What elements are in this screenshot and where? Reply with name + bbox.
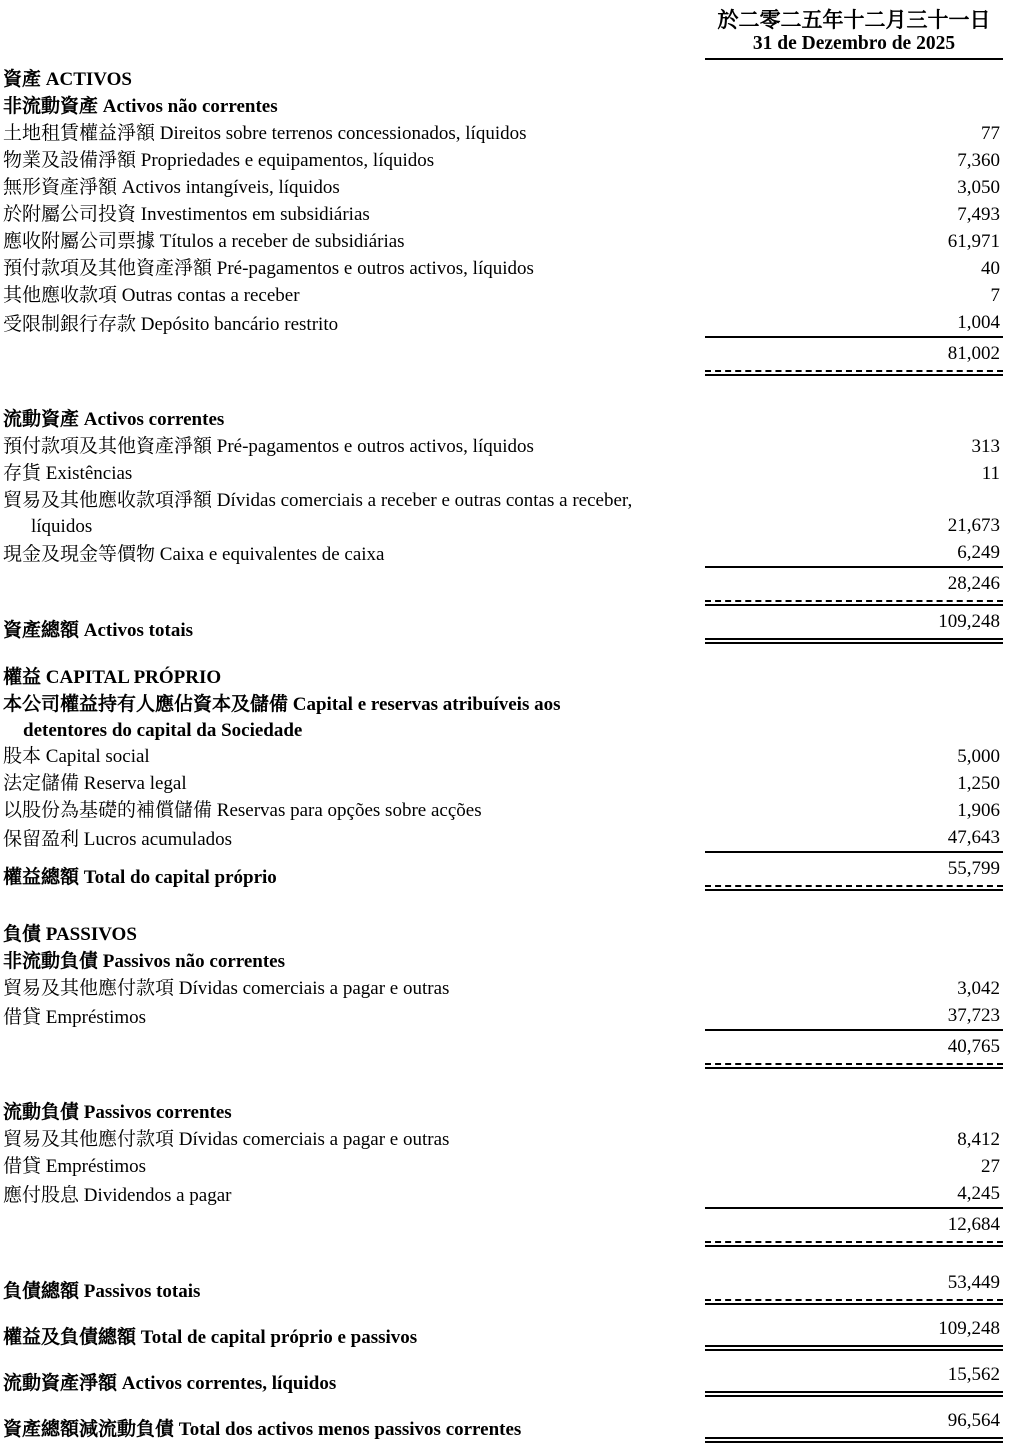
amount-cell bbox=[705, 433, 1003, 460]
item-label bbox=[3, 433, 705, 460]
label-pt: Activos correntes bbox=[83, 409, 225, 430]
label-pt: Outras contas a receber bbox=[121, 285, 300, 306]
item-label bbox=[3, 487, 705, 539]
label-pt-line2: detentores do capital da Sociedade bbox=[23, 720, 303, 741]
label-zh: 權益 bbox=[3, 667, 42, 688]
subsection-row bbox=[3, 948, 1003, 975]
amount-value: 7 bbox=[990, 285, 1000, 306]
heading-label bbox=[3, 406, 1003, 433]
amount-value: 40,765 bbox=[947, 1036, 1000, 1057]
line-item bbox=[3, 174, 1003, 201]
amount-cell bbox=[705, 147, 1003, 174]
label-zh: 保留盈利 bbox=[3, 829, 80, 850]
amount-value: 47,643 bbox=[947, 827, 1000, 848]
label-pt: Activos intangíveis, líquidos bbox=[121, 177, 340, 198]
label-pt: Activos não correntes bbox=[102, 96, 278, 117]
item-label bbox=[3, 120, 705, 147]
amount-value: 109,248 bbox=[938, 1318, 1000, 1339]
line-item bbox=[3, 824, 1003, 853]
amount-value: 4,245 bbox=[957, 1183, 1000, 1204]
amount-cell bbox=[705, 568, 1003, 606]
line-item bbox=[3, 539, 1003, 568]
line-item bbox=[3, 975, 1003, 1002]
dashed-rule bbox=[705, 600, 1003, 602]
row-gap bbox=[3, 1305, 1003, 1313]
line-item bbox=[3, 460, 1003, 487]
label-zh: 權益及負債總額 bbox=[3, 1327, 137, 1348]
amount-value: 21,673 bbox=[947, 515, 1000, 536]
label-pt: Propriedades e equipamentos, líquidos bbox=[140, 150, 435, 171]
item-label bbox=[3, 147, 705, 174]
amount-cell bbox=[705, 512, 1003, 539]
label-zh: 物業及設備淨額 bbox=[3, 150, 137, 171]
amount-value: 7,493 bbox=[957, 204, 1000, 225]
dashed-rule bbox=[705, 1241, 1003, 1243]
item-label bbox=[3, 826, 705, 853]
label-zh: 非流動負債 bbox=[3, 951, 99, 972]
label-pt: Reserva legal bbox=[83, 773, 187, 794]
item-label bbox=[3, 311, 705, 338]
amount-cell bbox=[705, 797, 1003, 824]
row-gap bbox=[3, 644, 1003, 664]
subtotal-row bbox=[3, 1209, 1003, 1247]
line-item bbox=[3, 770, 1003, 797]
label-zh: 其他應收款項 bbox=[3, 285, 118, 306]
line-item bbox=[3, 1126, 1003, 1153]
label-zh: 負債 bbox=[3, 924, 42, 945]
label-zh: 土地租賃權益淨額 bbox=[3, 123, 156, 144]
label-zh: 貿易及其他應付款項 bbox=[3, 978, 175, 999]
item-label bbox=[3, 743, 705, 770]
label-zh: 以股份為基礎的補償儲備 bbox=[3, 800, 213, 821]
item-label bbox=[3, 541, 705, 568]
double-rule bbox=[705, 1345, 1003, 1351]
amount-cell bbox=[705, 853, 1003, 891]
label-zh: 借貸 bbox=[3, 1007, 42, 1028]
amount-value: 81,002 bbox=[947, 343, 1000, 364]
amount-value: 3,050 bbox=[957, 177, 1000, 198]
label-pt: Dívidas comerciais a pagar e outras bbox=[178, 978, 450, 999]
amount-cell bbox=[705, 1002, 1003, 1031]
heading-label bbox=[3, 1370, 705, 1397]
heading-label bbox=[3, 921, 1003, 948]
amount-cell bbox=[705, 1180, 1003, 1209]
item-label bbox=[3, 1153, 705, 1180]
subtotal-row bbox=[3, 568, 1003, 606]
solid-rule bbox=[705, 1245, 1003, 1247]
amount-value: 1,250 bbox=[957, 773, 1000, 794]
amount-value: 77 bbox=[981, 123, 1000, 144]
amount-cell bbox=[705, 309, 1003, 338]
heading-label bbox=[3, 1220, 705, 1247]
amount-value: 1,906 bbox=[957, 800, 1000, 821]
heading-label bbox=[3, 864, 705, 891]
row-gap bbox=[3, 1247, 1003, 1267]
dashed-rule bbox=[705, 885, 1003, 887]
label-pt: Depósito bancário restrito bbox=[140, 314, 339, 335]
label-zh: 資產 bbox=[3, 69, 42, 90]
item-label bbox=[3, 201, 705, 228]
subsection-row bbox=[3, 93, 1003, 120]
label-pt: Total de capital próprio e passivos bbox=[140, 1327, 418, 1348]
amount-value: 96,564 bbox=[947, 1410, 1000, 1431]
solid-rule bbox=[705, 1303, 1003, 1305]
line-item bbox=[3, 147, 1003, 174]
label-zh: 法定儲備 bbox=[3, 773, 80, 794]
label-pt: Activos totais bbox=[83, 620, 193, 641]
label-zh: 本公司權益持有人應佔資本及儲備 bbox=[3, 694, 289, 715]
amount-value: 1,004 bbox=[957, 312, 1000, 333]
amount-value: 6,249 bbox=[957, 542, 1000, 563]
double-rule bbox=[705, 638, 1003, 644]
heading-label bbox=[3, 617, 705, 644]
label-zh: 預付款項及其他資產淨額 bbox=[3, 436, 213, 457]
label-pt: Total dos activos menos passivos correntes bbox=[178, 1419, 522, 1440]
label-zh: 非流動資產 bbox=[3, 96, 99, 117]
label-pt: Dividendos a pagar bbox=[83, 1185, 232, 1206]
total-row bbox=[3, 1267, 1003, 1305]
row-gap bbox=[3, 376, 1003, 406]
label-pt: ACTIVOS bbox=[45, 69, 132, 90]
label-pt: Dívidas comerciais a receber e outras contas a receber, bbox=[216, 490, 633, 511]
label-pt: Dívidas comerciais a pagar e outras bbox=[178, 1129, 450, 1150]
label-zh: 預付款項及其他資產淨額 bbox=[3, 258, 213, 279]
double-rule bbox=[705, 1391, 1003, 1397]
line-item bbox=[3, 1180, 1003, 1209]
item-label bbox=[3, 228, 705, 255]
amount-value: 12,684 bbox=[947, 1214, 1000, 1235]
heading-label bbox=[3, 1278, 705, 1305]
amount-value: 109,248 bbox=[938, 611, 1000, 632]
amount-cell bbox=[705, 1313, 1003, 1351]
label-zh: 無形資產淨額 bbox=[3, 177, 118, 198]
item-label bbox=[3, 797, 705, 824]
heading-label bbox=[3, 691, 1003, 743]
label-zh: 受限制銀行存款 bbox=[3, 314, 137, 335]
heading-label bbox=[3, 66, 1003, 93]
line-item bbox=[3, 797, 1003, 824]
heading-label bbox=[3, 93, 1003, 120]
label-zh: 應付股息 bbox=[3, 1185, 80, 1206]
double-rule bbox=[705, 1437, 1003, 1443]
label-zh: 流動資產 bbox=[3, 409, 80, 430]
amount-cell bbox=[705, 1031, 1003, 1069]
section-row bbox=[3, 664, 1003, 691]
amount-cell bbox=[705, 743, 1003, 770]
item-label bbox=[3, 975, 705, 1002]
amount-cell bbox=[705, 1267, 1003, 1305]
subsection-row bbox=[3, 1099, 1003, 1126]
label-pt: Capital social bbox=[45, 746, 150, 767]
amount-cell bbox=[705, 228, 1003, 255]
label-pt: Direitos sobre terrenos concessionados, líquidos bbox=[159, 123, 527, 144]
total-row bbox=[3, 1313, 1003, 1351]
heading-label bbox=[3, 1042, 705, 1069]
label-zh: 應收附屬公司票據 bbox=[3, 231, 156, 252]
amount-cell bbox=[705, 120, 1003, 147]
amount-cell bbox=[705, 1405, 1003, 1443]
label-pt-line2: líquidos bbox=[31, 516, 93, 537]
line-item bbox=[3, 255, 1003, 282]
amount-value: 15,562 bbox=[947, 1364, 1000, 1385]
dashed-rule bbox=[705, 1299, 1003, 1301]
label-pt: Passivos não correntes bbox=[102, 951, 286, 972]
label-zh: 股本 bbox=[3, 746, 42, 767]
line-item bbox=[3, 433, 1003, 460]
total-row bbox=[3, 853, 1003, 891]
label-zh: 資產總額減流動負債 bbox=[3, 1419, 175, 1440]
date-line-pt: 31 de Dezembro de 2025 bbox=[752, 33, 956, 54]
line-item bbox=[3, 228, 1003, 255]
label-pt: Títulos a receber de subsidiárias bbox=[159, 231, 405, 252]
label-pt: Caixa e equivalentes de caixa bbox=[159, 544, 385, 565]
item-label bbox=[3, 255, 705, 282]
item-label bbox=[3, 174, 705, 201]
line-item bbox=[3, 309, 1003, 338]
heading-label bbox=[3, 579, 705, 606]
amount-cell bbox=[705, 1153, 1003, 1180]
heading-label bbox=[3, 1099, 1003, 1126]
label-zh: 資產總額 bbox=[3, 620, 80, 641]
subsection-row bbox=[3, 406, 1003, 433]
section-row bbox=[3, 921, 1003, 948]
amount-cell bbox=[705, 975, 1003, 1002]
row-gap bbox=[3, 891, 1003, 921]
label-pt: Empréstimos bbox=[45, 1156, 147, 1177]
amount-cell bbox=[705, 255, 1003, 282]
amount-cell bbox=[705, 338, 1003, 376]
dashed-rule bbox=[705, 370, 1003, 372]
solid-rule bbox=[705, 1067, 1003, 1069]
label-pt: Existências bbox=[45, 463, 133, 484]
date-line-zh: 於二零二五年十二月三十一日 bbox=[717, 8, 991, 32]
line-item bbox=[3, 743, 1003, 770]
amount-value: 5,000 bbox=[957, 746, 1000, 767]
amount-value: 53,449 bbox=[947, 1272, 1000, 1293]
amount-cell bbox=[705, 174, 1003, 201]
amount-value: 61,971 bbox=[947, 231, 1000, 252]
amount-cell bbox=[705, 1126, 1003, 1153]
line-item bbox=[3, 120, 1003, 147]
label-zh: 借貸 bbox=[3, 1156, 42, 1177]
amount-value: 313 bbox=[971, 436, 1000, 457]
amount-value: 37,723 bbox=[947, 1005, 1000, 1026]
label-zh: 貿易及其他應收款項淨額 bbox=[3, 490, 213, 511]
row-gap bbox=[3, 1397, 1003, 1405]
label-zh: 權益總額 bbox=[3, 867, 80, 888]
total-row bbox=[3, 1405, 1003, 1443]
dashed-rule bbox=[705, 1063, 1003, 1065]
item-label bbox=[3, 770, 705, 797]
subtotal-row bbox=[3, 1031, 1003, 1069]
item-label bbox=[3, 1182, 705, 1209]
label-pt: Capital e reservas atribuíveis aos bbox=[292, 694, 561, 715]
solid-rule bbox=[705, 374, 1003, 376]
item-label bbox=[3, 460, 705, 487]
amount-value: 55,799 bbox=[947, 858, 1000, 879]
item-label bbox=[3, 1126, 705, 1153]
amount-value: 27 bbox=[981, 1156, 1000, 1177]
heading-label bbox=[3, 948, 1003, 975]
row-gap bbox=[3, 1351, 1003, 1359]
amount-cell bbox=[705, 201, 1003, 228]
amount-cell bbox=[705, 606, 1003, 644]
label-pt: Passivos correntes bbox=[83, 1102, 232, 1123]
total-row bbox=[3, 606, 1003, 644]
item-label bbox=[3, 1004, 705, 1031]
label-zh: 於附屬公司投資 bbox=[3, 204, 137, 225]
section-row bbox=[3, 66, 1003, 93]
label-pt: CAPITAL PRÓPRIO bbox=[45, 667, 222, 688]
amount-cell bbox=[705, 1209, 1003, 1247]
label-zh: 流動負債 bbox=[3, 1102, 80, 1123]
label-pt: Lucros acumulados bbox=[83, 829, 233, 850]
heading-label bbox=[3, 1416, 705, 1443]
amount-cell bbox=[705, 282, 1003, 309]
amount-value: 3,042 bbox=[957, 978, 1000, 999]
amount-cell bbox=[705, 1359, 1003, 1397]
total-row bbox=[3, 1359, 1003, 1397]
label-pt: Investimentos em subsidiárias bbox=[140, 204, 370, 225]
amount-value: 40 bbox=[981, 258, 1000, 279]
label-zh: 流動資產淨額 bbox=[3, 1373, 118, 1394]
label-pt: Activos correntes, líquidos bbox=[121, 1373, 337, 1394]
amount-cell bbox=[705, 460, 1003, 487]
label-pt: Total do capital próprio bbox=[83, 867, 277, 888]
line-item bbox=[3, 1002, 1003, 1031]
label-pt: Passivos totais bbox=[83, 1281, 201, 1302]
label-pt: PASSIVOS bbox=[45, 924, 137, 945]
label-zh: 現金及現金等價物 bbox=[3, 544, 156, 565]
line-item bbox=[3, 201, 1003, 228]
label-pt: Pré-pagamentos e outros activos, líquidos bbox=[216, 258, 534, 279]
label-zh: 負債總額 bbox=[3, 1281, 80, 1302]
line-item bbox=[3, 282, 1003, 309]
label-zh: 存貨 bbox=[3, 463, 42, 484]
line-item bbox=[3, 487, 1003, 539]
amount-cell bbox=[705, 539, 1003, 568]
heading-label bbox=[3, 349, 705, 376]
subtotal-row bbox=[3, 338, 1003, 376]
heading-label bbox=[3, 1324, 705, 1351]
amount-cell bbox=[705, 824, 1003, 853]
row-gap bbox=[3, 1069, 1003, 1099]
amount-value: 7,360 bbox=[957, 150, 1000, 171]
subsection-row bbox=[3, 691, 1003, 743]
label-pt: Pré-pagamentos e outros activos, líquidos bbox=[216, 436, 534, 457]
balance-sheet-rows bbox=[3, 66, 1003, 1443]
label-pt: Reservas para opções sobre acções bbox=[216, 800, 482, 821]
solid-rule bbox=[705, 889, 1003, 891]
amount-value: 28,246 bbox=[947, 573, 1000, 594]
statement-date-header bbox=[705, 8, 1003, 60]
item-label bbox=[3, 282, 705, 309]
heading-label bbox=[3, 664, 1003, 691]
label-pt: Empréstimos bbox=[45, 1007, 147, 1028]
amount-value: 11 bbox=[981, 463, 1000, 484]
label-zh: 貿易及其他應付款項 bbox=[3, 1129, 175, 1150]
line-item bbox=[3, 1153, 1003, 1180]
amount-cell bbox=[705, 770, 1003, 797]
amount-value: 8,412 bbox=[957, 1129, 1000, 1150]
